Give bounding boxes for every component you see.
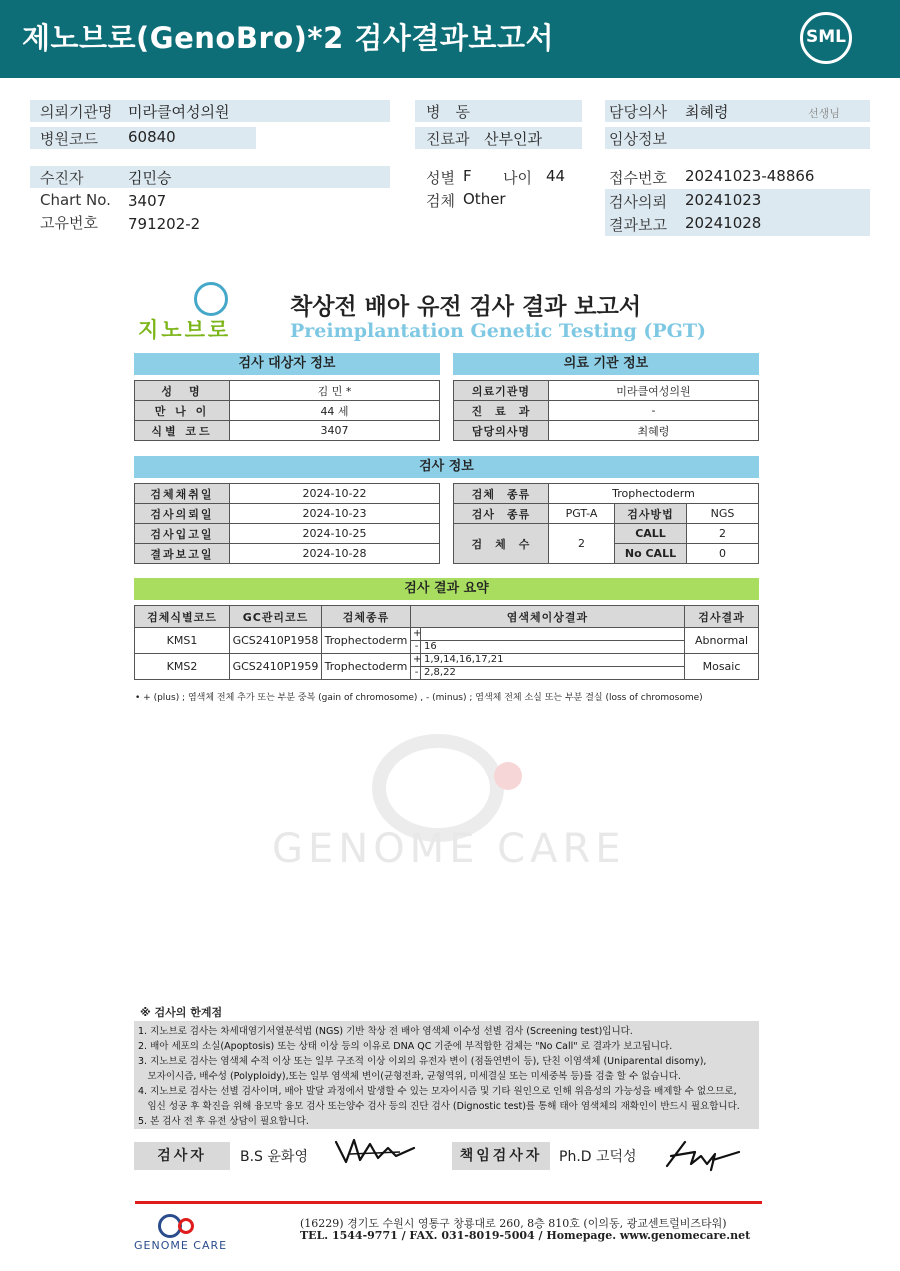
row2-minus: 2,8,22 — [424, 667, 456, 678]
table-row — [135, 628, 759, 654]
specimen-value: Other — [463, 190, 506, 208]
table-row — [454, 504, 759, 524]
receipt-no-label: 접수번호 — [609, 169, 667, 187]
arrival-date-label: 검사입고일 — [135, 524, 230, 544]
age-label: 나이 — [503, 169, 532, 187]
institution-doctor-value: 최혜령 — [549, 421, 759, 441]
row2-type: Trophectoderm — [322, 654, 411, 680]
table-row — [454, 421, 759, 441]
genobro-logo — [138, 282, 248, 342]
no-call-value: 0 — [687, 544, 759, 564]
subject-age-label: 만 나 이 — [135, 401, 230, 421]
genome-care-logo-icon — [158, 1214, 198, 1240]
header-bar-patient — [30, 166, 390, 188]
table-row — [135, 544, 440, 564]
row2-gc: GCS2410P1959 — [230, 654, 322, 680]
minus-sign: - — [413, 641, 421, 653]
limitation-line: 임신 성공 후 확진을 위해 융모막 융모 검사 또는양수 검사 등의 진단 검사 (Dignostic test)를 통해 태아 염색체의 재확인이 반드시 필요합니다. — [138, 1101, 740, 1112]
specimen-count-value: 2 — [549, 524, 615, 564]
request-institution-value: 미라클여성의원 — [128, 103, 230, 121]
table-row — [135, 484, 440, 504]
doctor-suffix: 선생님 — [808, 107, 840, 120]
method-value: NGS — [687, 504, 759, 524]
call-value: 2 — [687, 524, 759, 544]
chart-no-label: Chart No. — [40, 191, 111, 209]
table-row — [454, 401, 759, 421]
row1-abnormality — [411, 628, 685, 654]
request-date-value: 20241023 — [685, 191, 762, 209]
doctor-label: 담당의사 — [609, 103, 667, 121]
result-date-value: 2024-10-28 — [230, 544, 440, 564]
collection-date-value: 2024-10-22 — [230, 484, 440, 504]
footer-contact: TEL. 1544-9771 / FAX. 031-8019-5004 / Homepage. www.genomecare.net — [300, 1229, 751, 1242]
subject-age-value: 44 세 — [230, 401, 440, 421]
tester-name: B.S 윤화영 — [240, 1149, 308, 1165]
col-chromosome-result: 염색체이상결과 — [411, 606, 685, 628]
table-row — [454, 524, 759, 544]
arrival-date-value: 2024-10-25 — [230, 524, 440, 544]
limitations-box — [134, 1021, 759, 1129]
summary-header: 검사 결과 요약 — [134, 578, 759, 600]
sml-logo-text: SML — [806, 27, 846, 47]
hospital-code-value: 60840 — [128, 128, 176, 146]
institution-info-header: 의료 기관 정보 — [453, 353, 759, 375]
limitation-line: 4. 지노브로 검사는 선별 검사이며, 배아 발달 과정에서 발생할 수 있는 모자이시즘 및 기타 원인으로 인해 위음성의 가능성을 배제할 수 없으므로, — [138, 1086, 737, 1097]
summary-footnote: • + (plus) ; 염색체 전체 추가 또는 부분 중복 (gain of chromosome) , - (minus) ; 염색체 전체 소실 또는 부분 결실 (loss of chromosome) — [135, 693, 703, 703]
table-row — [135, 654, 759, 680]
specimen-type-label: 검체 종류 — [454, 484, 549, 504]
table-row — [135, 504, 440, 524]
request-date-table-value: 2024-10-23 — [230, 504, 440, 524]
ward-label: 병 동 — [426, 103, 470, 121]
magnifier-icon — [194, 282, 228, 316]
row1-result: Abnormal — [685, 628, 759, 654]
report-title: 착상전 배아 유전 검사 결과 보고서 — [290, 294, 642, 320]
table-row — [135, 401, 440, 421]
subject-code-value: 3407 — [230, 421, 440, 441]
no-call-label: No CALL — [615, 544, 687, 564]
result-date-label: 결과보고일 — [135, 544, 230, 564]
tester-signature-icon — [330, 1134, 420, 1170]
limitation-line: 1. 지노브로 검사는 차세대염기서열분석법 (NGS) 기반 착상 전 배아 염색체 이수성 선별 검사 (Screening test)입니다. — [138, 1026, 633, 1037]
summary-table — [134, 605, 759, 680]
row1-minus: 16 — [424, 641, 437, 652]
institution-info-table — [453, 380, 759, 441]
footer-logo-text: GENOME CARE — [134, 1239, 228, 1252]
specimen-type-value: Trophectoderm — [549, 484, 759, 504]
institution-name-value: 미라클여성의원 — [549, 381, 759, 401]
table-header-row — [135, 606, 759, 628]
row2-abnormality — [411, 654, 685, 680]
doctor-value: 최혜령 — [685, 103, 729, 121]
department-value: 산부인과 — [484, 130, 542, 148]
collection-date-label: 검체채취일 — [135, 484, 230, 504]
limitation-line: 3. 지노브로 검사는 염색체 수적 이상 또는 일부 구조적 이상 이외의 유전자 변이 (점돌연변이 등), 단친 이염색체 (Uniparental disomy), — [138, 1056, 707, 1067]
watermark-text: GENOME CARE — [272, 826, 626, 872]
limitation-line: 2. 배아 세포의 소실(Apoptosis) 또는 상태 이상 등의 이유로 DNA QC 기준에 부적합한 검체는 "No Call" 로 결과가 보고됩니다. — [138, 1041, 673, 1052]
responsible-name: Ph.D 고덕성 — [559, 1149, 637, 1165]
patient-label: 수진자 — [40, 169, 84, 187]
table-row — [135, 524, 440, 544]
col-specimen-type: 검체종류 — [322, 606, 411, 628]
responsible-label: 책임검사자 — [452, 1142, 550, 1170]
institution-dept-value: - — [549, 401, 759, 421]
report-date-label: 결과보고 — [609, 216, 667, 234]
limitations-title: ※ 검사의 한계점 — [140, 1006, 223, 1019]
minus-sign: - — [413, 667, 421, 679]
specimen-count-label: 검 체 수 — [454, 524, 549, 564]
hospital-code-label: 병원코드 — [40, 130, 98, 148]
test-info-header: 검사 정보 — [134, 456, 759, 478]
row2-result: Mosaic — [685, 654, 759, 680]
call-label: CALL — [615, 524, 687, 544]
patient-value: 김민승 — [128, 169, 172, 187]
test-detail-table — [453, 483, 759, 564]
col-specimen-id: 검체식별코드 — [135, 606, 230, 628]
responsible-signature-icon — [655, 1134, 745, 1174]
test-type-value: PGT-A — [549, 504, 615, 524]
table-row — [454, 381, 759, 401]
request-institution-label: 의뢰기관명 — [40, 103, 113, 121]
sex-label: 성별 — [426, 169, 455, 187]
tester-label: 검사자 — [134, 1142, 230, 1170]
plus-sign: + — [413, 654, 422, 665]
subject-info-table — [134, 380, 440, 441]
method-label: 검사방법 — [615, 504, 687, 524]
specimen-label: 검체 — [426, 192, 455, 210]
institution-name-label: 의료기관명 — [454, 381, 549, 401]
row2-id: KMS2 — [135, 654, 230, 680]
footer-divider — [135, 1201, 762, 1204]
col-test-result: 검사결과 — [685, 606, 759, 628]
clinical-info-label: 임상정보 — [609, 130, 667, 148]
receipt-no-value: 20241023-48866 — [685, 167, 815, 185]
sex-value: F — [463, 167, 472, 185]
top-banner — [0, 0, 900, 78]
watermark-dot-icon — [494, 762, 522, 790]
unique-no-label: 고유번호 — [40, 214, 98, 232]
row1-type: Trophectoderm — [322, 628, 411, 654]
institution-doctor-label: 담당의사명 — [454, 421, 549, 441]
table-row — [135, 421, 440, 441]
col-gc-code: GC관리코드 — [230, 606, 322, 628]
department-label: 진료과 — [426, 130, 470, 148]
row1-gc: GCS2410P1958 — [230, 628, 322, 654]
subject-info-header: 검사 대상자 정보 — [134, 353, 440, 375]
test-type-label: 검사 종류 — [454, 504, 549, 524]
banner-title: 제노브로(GenoBro)*2 검사결과보고서 — [22, 21, 554, 55]
institution-dept-label: 진 료 과 — [454, 401, 549, 421]
row2-plus: 1,9,14,16,17,21 — [424, 654, 504, 665]
subject-name-value: 김 민 * — [230, 381, 440, 401]
request-date-table-label: 검사의뢰일 — [135, 504, 230, 524]
test-dates-table — [134, 483, 440, 564]
age-value: 44 — [546, 167, 566, 185]
plus-sign: + — [413, 628, 422, 639]
report-subtitle: Preimplantation Genetic Testing (PGT) — [290, 320, 706, 342]
table-row — [454, 484, 759, 504]
sml-logo-icon — [800, 12, 852, 64]
subject-code-label: 식별 코드 — [135, 421, 230, 441]
limitation-line: 모자이시즘, 배수성 (Polyploidy),또는 일부 염색체 변이(균형전좌, 균형역위, 미세결실 또는 미세중복 등)를 검출 할 수 없습니다. — [138, 1071, 681, 1082]
table-row — [135, 381, 440, 401]
unique-no-value: 791202-2 — [128, 215, 201, 233]
subject-name-label: 성 명 — [135, 381, 230, 401]
report-date-value: 20241028 — [685, 214, 762, 232]
request-date-label: 검사의뢰 — [609, 193, 667, 211]
limitation-line: 5. 본 검사 전 후 유전 상담이 필요합니다. — [138, 1116, 309, 1127]
genobro-logo-text: 지노브로 — [138, 318, 232, 342]
row1-id: KMS1 — [135, 628, 230, 654]
chart-no-value: 3407 — [128, 192, 167, 210]
footer-address: (16229) 경기도 수원시 영통구 창룡대로 260, 8층 810호 (이의동, 광교센트럴비즈타워) — [300, 1217, 727, 1230]
